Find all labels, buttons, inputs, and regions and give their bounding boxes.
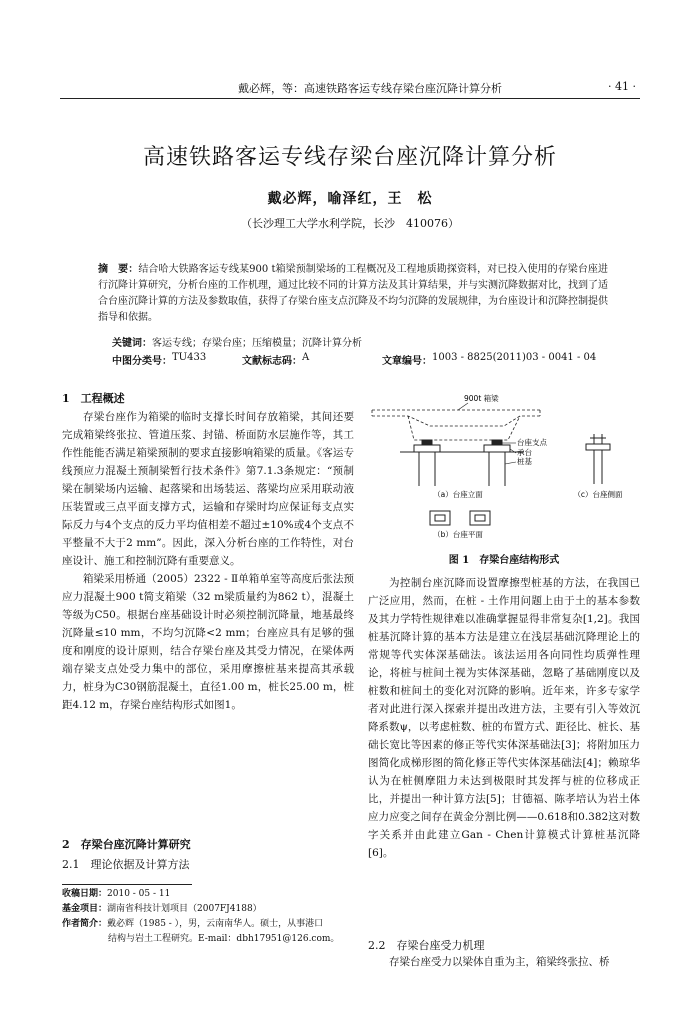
sub-a-label: （a）台座立面 [433,490,483,499]
clc-label: 中图分类号： [112,356,172,367]
clc-field [112,352,207,367]
running-header-title: 戴必辉，等：高速铁路客运专线存梁台座沉降计算分析 [238,82,502,95]
doc-code-value: A [302,352,310,363]
footnote-received [62,887,362,902]
fund-value: 湖南省科技计划项目（2007FJ4188） [107,904,262,914]
box-girder-outline [372,410,540,440]
doc-code-label: 文献标志码： [242,356,302,367]
load-label: 900t 箱梁 [464,394,499,403]
keywords [112,334,608,349]
article-no-label: 文章编号： [382,356,432,367]
fund-label: 基金项目： [62,904,108,914]
clc-value: TU433 [172,352,207,363]
article-no-field [382,352,597,367]
keywords-text: 客运专线；存梁台座；压缩模量；沉降计算分析 [152,338,362,349]
right-paragraph-1: 为控制台座沉降而设置摩擦型桩基的方法，在我国已广泛应用，然而，在桩 - 土作用问题上由于土的基本参数及其力学特性规律难以准确掌握显得非常复杂[1,2]。我国桩基沉降计算的基本方法是建立在浅层基础沉降理论上的常规等代实体深基础法。该法运用各向同性均质弹性理论，将桩与桩间土视为实体深基础，忽略了基础刚度以及桩数和桩间土的变化对沉降的影响。近年来，许多专家学者对此进行深入探索并提出改进方法，主要有引入等效沉降系数ψ，以考虑桩数、桩的布置方式、距径比、桩长、基础长宽比等因素的修正等代实体深基础法[3]；将附加压力图简化成梯形图的简化修正等代实体深基础法[4]；赖琼华认为在桩侧摩阻力未达到极限时其发挥与桩的位移成正比，并提出一种计算方法[5]；甘德福、陈孝培认为岩土体应力应变之间存在黄金分割比例——0.618和0.382这对数字关系并由此建立Gan - Chen计算模式计算桩基沉降[6]。 [368,577,640,859]
section-2-2-body [368,953,640,971]
abstract [98,262,608,326]
header-rule [60,98,640,99]
figure-1-diagram [368,392,640,552]
author-line-1: 戴必辉（1985 - ），男，云南南华人。硕士，从事港口 [107,919,324,929]
side-elevation [586,434,610,484]
section-2-2-heading: 2.2 存梁台座受力机理 [368,939,485,952]
received-label: 收稿日期： [62,889,108,899]
section-2-heading: 2 存梁台座沉降计算研究 [62,838,191,851]
section-1-heading: 1 工程概述 [62,392,125,405]
section-2-1-heading: 2.1 理论依据及计算方法 [62,858,190,871]
received-value: 2010 - 05 - 11 [107,889,171,899]
plan-view [430,511,490,525]
paper-title: 高速铁路客运专线存梁台座沉降计算分析 [142,145,557,170]
running-header [60,80,640,98]
section-2-2-paragraph: 存梁台座受力以梁体自重为主，箱梁终张拉、桥 [389,956,610,968]
section-1-paragraph-1: 存梁台座作为箱梁的临时支撑长时间存放箱梁，其间还要完成箱梁终张拉、管道压浆、封锚、桥面防水层施作等，其工作性能能否满足箱梁预制的要求直接影响箱梁的质量。《客运专线预应力混凝土预制梁暂行技术条件》第7.1.3条规定：“预制梁在制梁场内运输、起落梁和出场装运、落梁均应采用联动液压装置或三点平面支撑方式，运输和存梁时均应保证每支点实际反力与4个支点的反力平均值相差不超过±10%或4个支点不平整量不大于2 mm”。因此，深入分析台座的工作特性，对台座设计、施工和控制沉降有重要意义。 [62,411,354,567]
abstract-label: 摘 要： [98,264,139,275]
article-no-value: 1003 - 8825(2011)03 - 0041 - 04 [432,352,597,363]
abstract-text: 结合哈大铁路客运专线某900 t箱梁预制梁场的工程概况及工程地质勘探资料，对已投入使用的存梁台座进行沉降计算研究，分析台座的工作机理，通过比较不同的计算方法及其计算结果，并与实测沉降数据对比，找到了适合台座沉降计算的方法及参数取值，获得了存梁台座支点沉降及不均匀沉降的发展规律，为台座设计和沉降控制提供指导和依据。 [98,264,608,323]
paper-authors: 戴必辉，喻泽红，王 松 [267,191,433,207]
doc-code-field [242,352,310,367]
classification-line [112,352,632,368]
footnote-fund [62,902,362,917]
footnote-author-cont: 结构与岩土工程研究。E-mail：dbh17951@126.com。 [108,934,340,944]
pile-foundation [400,440,524,486]
footnote-author [62,917,362,932]
footnotes [62,887,362,947]
keywords-label: 关键词： [112,338,152,349]
label-support: 台座支点 [517,438,547,447]
paper-affiliation: （长沙理工大学水利学院，长沙 410076） [241,217,459,230]
right-column-body [368,574,640,862]
author-label: 作者简介： [62,919,108,929]
section-1-body [62,408,354,714]
footnote-rule [62,884,192,885]
label-pile: 桩基 [517,457,532,466]
page-number: · 41 · [608,80,636,93]
sub-c-label: （c）台座侧面 [573,490,623,499]
sub-b-label: （b）台座平面 [433,530,483,539]
load-label-leader [458,403,468,410]
figure-1-caption: 图 1 存梁台座结构形式 [448,555,560,566]
section-1-paragraph-2: 箱梁采用桥通（2005）2322 - Ⅱ单箱单室等高度后张法预应力混凝土900 t简支箱梁（32 m梁质量约为862 t），混凝土等级为C50。根据台座基础设计时必须控制沉降量，地基最终沉降量≤10 mm，不均匀沉降<2 mm；台座应具有足够的强度和刚度的设计原则，结合存梁台座及其受力情况，在梁体两端存梁支点处受力集中的部位，采用摩擦桩基来提高其承载力，桩身为C30钢筋混凝土，直径1.00 m，桩长25.00 m，桩距4.12 m，存梁台座结构形式如图1。 [62,573,354,711]
support-label-leaders [502,443,516,464]
label-cap: 承台 [517,448,532,457]
